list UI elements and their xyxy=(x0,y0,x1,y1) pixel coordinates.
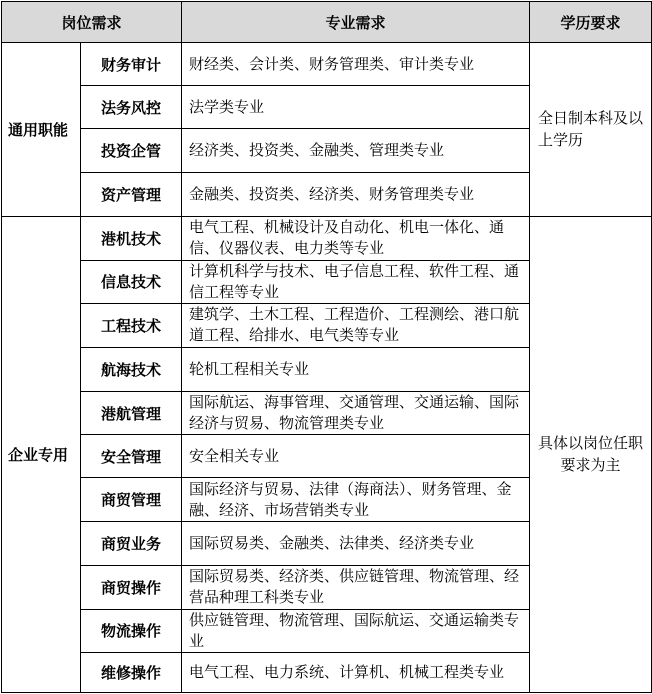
position-cell: 商贸管理 xyxy=(81,478,182,522)
header-education: 学历要求 xyxy=(530,2,652,43)
major-cell: 经济类、投资类、金融类、管理类专业 xyxy=(182,129,530,173)
position-cell: 商贸操作 xyxy=(81,565,182,609)
education-cell: 具体以岗位任职要求为主 xyxy=(530,216,652,692)
major-cell: 计算机科学与技术、电子信息工程、软件工程、通信工程等专业 xyxy=(182,260,530,303)
position-cell: 投资企管 xyxy=(81,129,182,173)
position-cell: 港机技术 xyxy=(81,216,182,260)
major-cell: 安全相关专业 xyxy=(182,435,530,478)
major-cell: 轮机工程相关专业 xyxy=(182,347,530,391)
major-cell: 建筑学、土木工程、工程造价、工程测绘、港口航道工程、给排水、电气类等专业 xyxy=(182,303,530,347)
position-cell: 法务风控 xyxy=(81,86,182,129)
major-cell: 供应链管理、物流管理、国际航运、交通运输类专业 xyxy=(182,609,530,652)
position-cell: 资产管理 xyxy=(81,173,182,216)
major-cell: 电气工程、机械设计及自动化、机电一体化、通信、仪器仪表、电力类等专业 xyxy=(182,216,530,260)
education-cell: 全日制本科及以上学历 xyxy=(530,43,652,216)
header-major: 专业需求 xyxy=(182,2,530,43)
position-cell: 维修操作 xyxy=(81,652,182,692)
group-label: 通用职能 xyxy=(2,43,81,216)
major-cell: 财经类、会计类、财务管理类、审计类专业 xyxy=(182,43,530,86)
major-cell: 电气工程、电力系统、计算机、机械工程类专业 xyxy=(182,652,530,692)
major-cell: 国际航运、海事管理、交通管理、交通运输、国际经济与贸易、物流管理类专业 xyxy=(182,392,530,435)
position-cell: 物流操作 xyxy=(81,609,182,652)
position-cell: 财务审计 xyxy=(81,43,182,86)
position-cell: 安全管理 xyxy=(81,435,182,478)
header-position: 岗位需求 xyxy=(2,2,182,43)
table-row xyxy=(2,216,652,260)
requirements-table xyxy=(1,1,652,693)
table-row xyxy=(2,43,652,86)
major-cell: 法学类专业 xyxy=(182,86,530,129)
position-cell: 信息技术 xyxy=(81,260,182,303)
position-cell: 工程技术 xyxy=(81,303,182,347)
header-row xyxy=(2,2,652,43)
group-label: 企业专用 xyxy=(2,216,81,692)
major-cell: 国际贸易类、金融类、法律类、经济类专业 xyxy=(182,522,530,565)
position-cell: 商贸业务 xyxy=(81,522,182,565)
major-cell: 国际经济与贸易、法律（海商法）、财务管理、金融、经济、市场营销类专业 xyxy=(182,478,530,522)
position-cell: 航海技术 xyxy=(81,347,182,391)
major-cell: 国际贸易类、经济类、供应链管理、物流管理、经营品种理工科类专业 xyxy=(182,565,530,609)
position-cell: 港航管理 xyxy=(81,392,182,435)
major-cell: 金融类、投资类、经济类、财务管理类专业 xyxy=(182,173,530,216)
